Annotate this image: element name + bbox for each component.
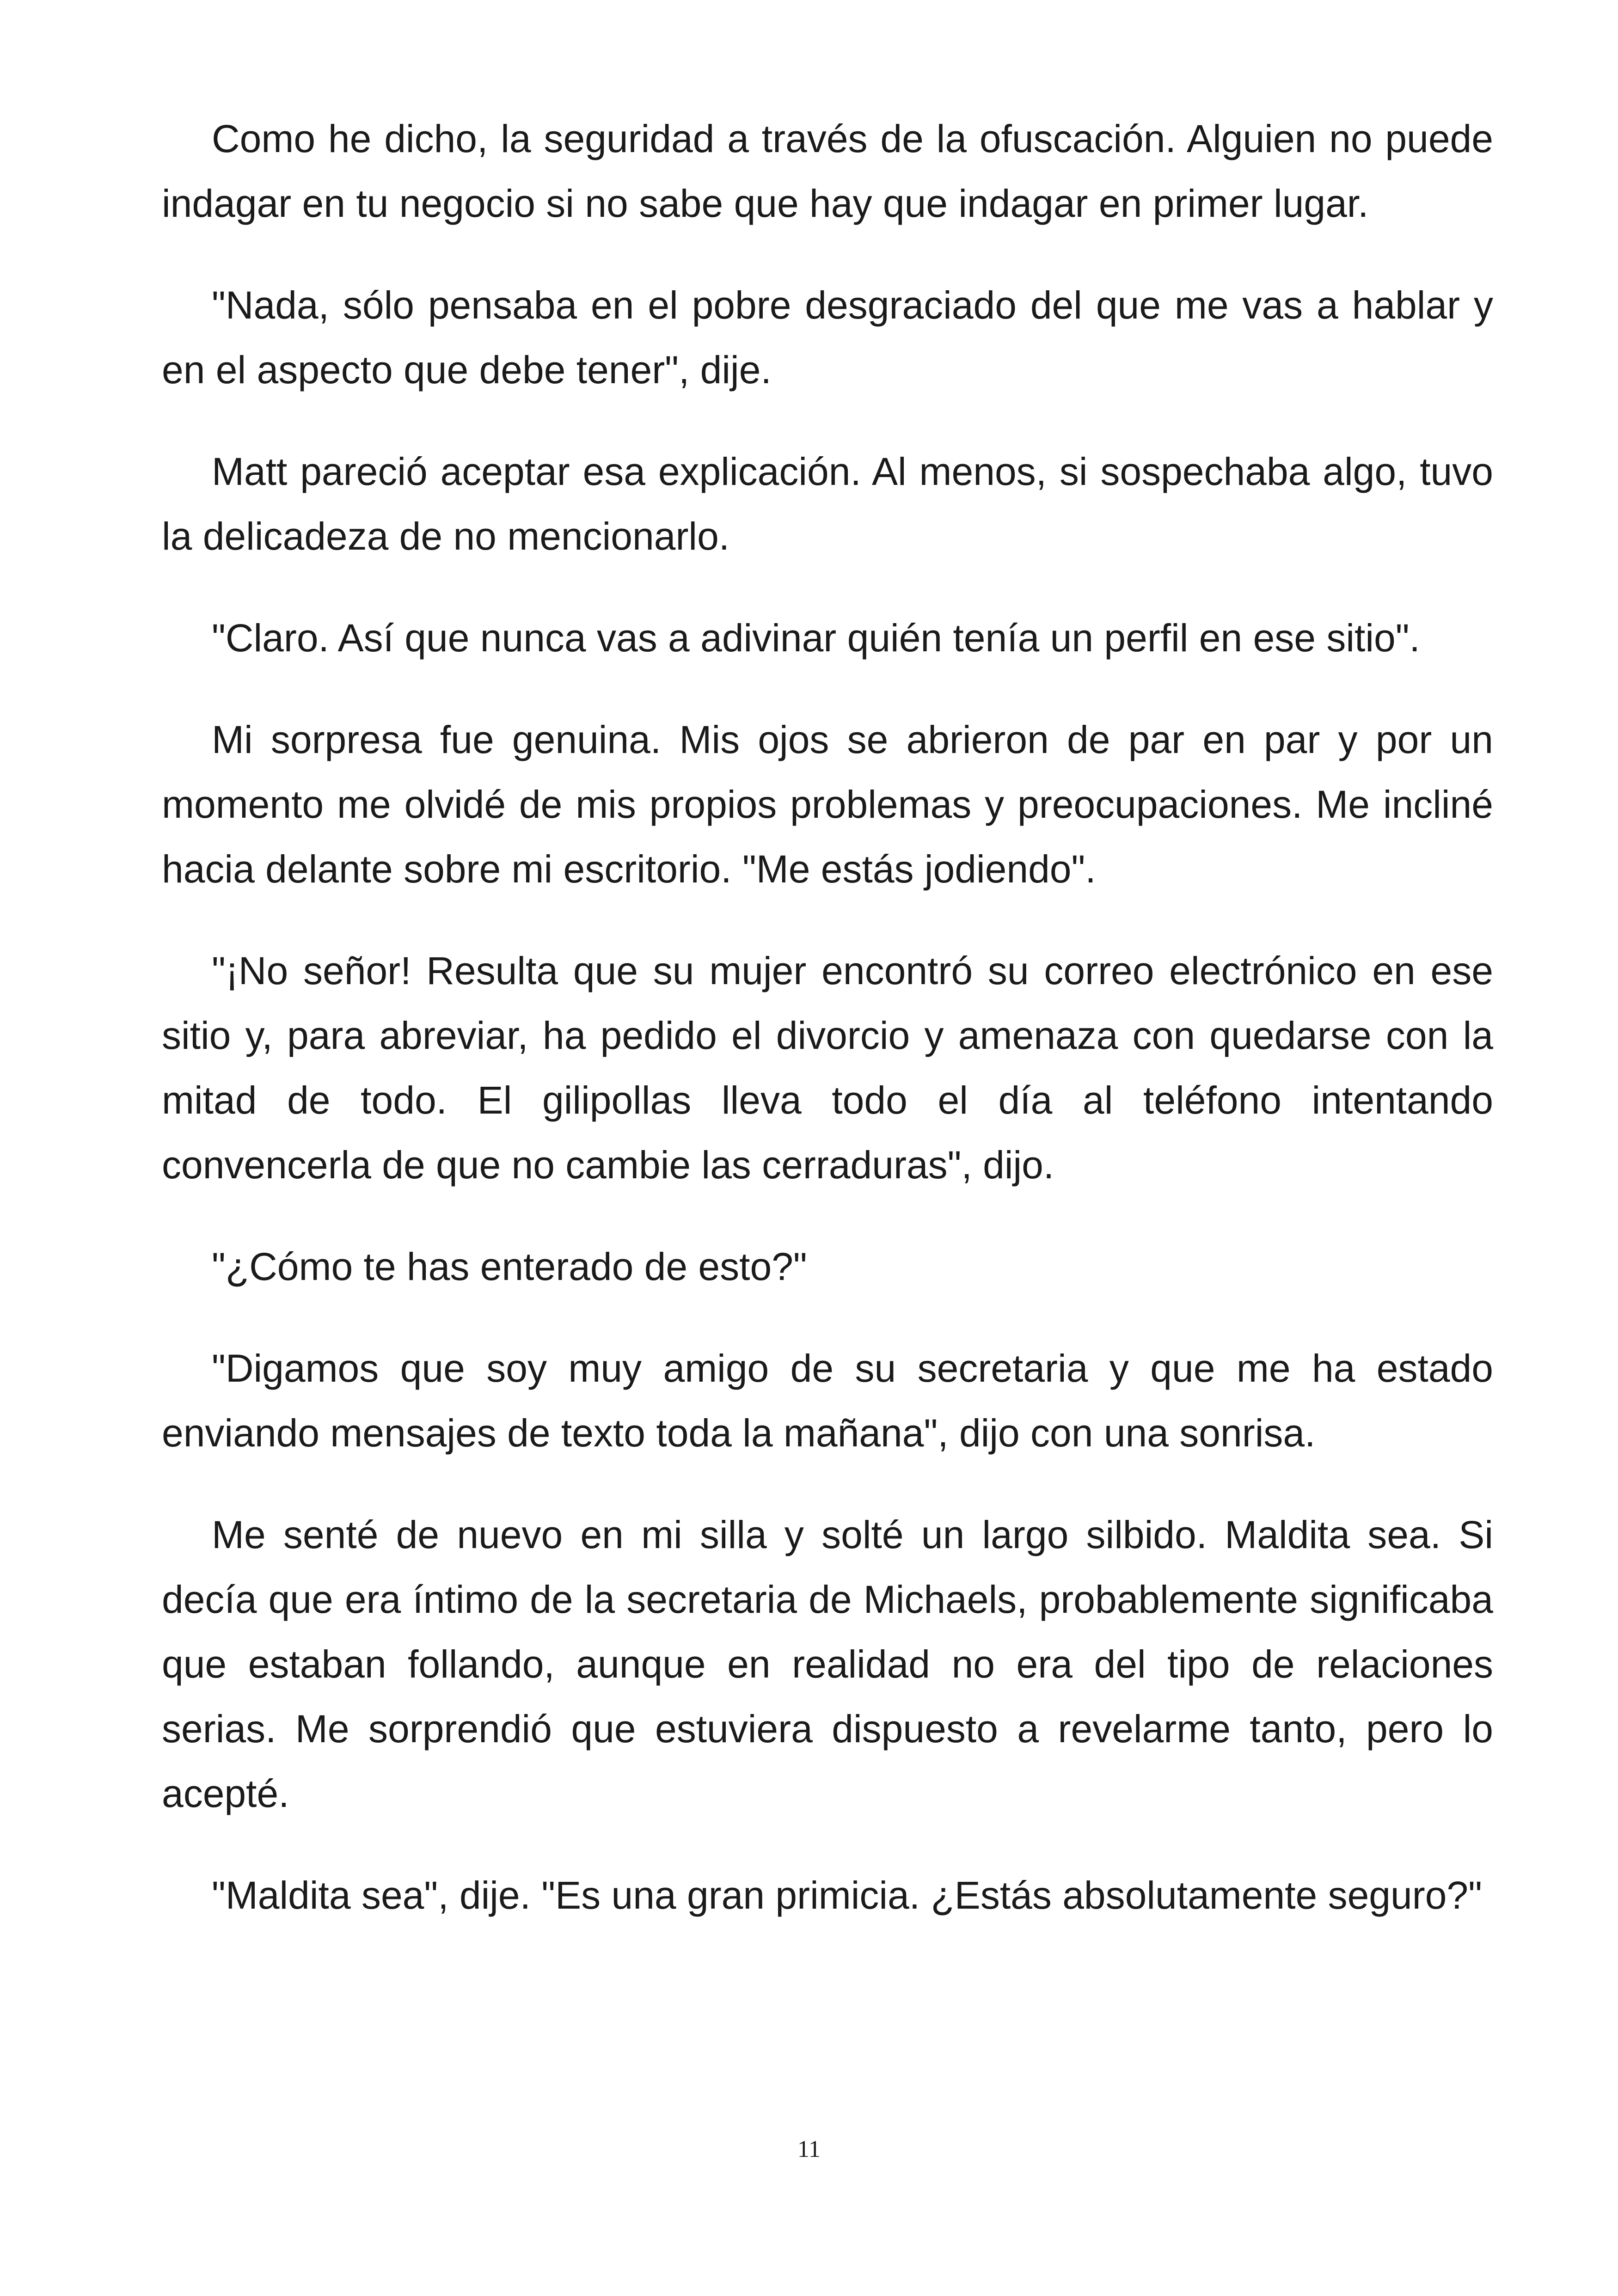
paragraph-7: "¿Cómo te has enterado de esto?" xyxy=(212,1245,807,1288)
paragraph-2: "Nada, sólo pensaba en el pobre desgraciado del que me vas a hablar y en el aspecto que debe tener", dije. xyxy=(162,283,1493,392)
paragraph-9: Me senté de nuevo en mi silla y solté un largo silbido. Maldita sea. Si decía que era íntimo de la secretaria de Michaels, probablemente significaba que estaban follando, aunque en realidad no era del tipo de relaciones serias. Me sorprendió que estuviera dispuesto a revelarme tanto, pero lo acepté. xyxy=(162,1513,1493,1815)
paragraph-10: "Maldita sea", dije. "Es una gran primicia. ¿Estás absolutamente seguro?" xyxy=(212,1874,1482,1917)
paragraph-4: "Claro. Así que nunca vas a adivinar quién tenía un perfil en ese sitio". xyxy=(212,616,1420,660)
paragraph-1: Como he dicho, la seguridad a través de la ofuscación. Alguien no puede indagar en tu negocio si no sabe que hay que indagar en primer lugar. xyxy=(162,117,1493,225)
paragraph-8: "Digamos que soy muy amigo de su secretaria y que me ha estado enviando mensajes de texto toda la mañana", dijo con una sonrisa. xyxy=(162,1347,1493,1455)
page-number: 11 xyxy=(797,2136,821,2162)
body-text xyxy=(162,106,1493,1965)
paragraph-5: Mi sorpresa fue genuina. Mis ojos se abrieron de par en par y por un momento me olvidé de mis propios problemas y preocupaciones. Me incliné hacia delante sobre mi escritorio. "Me estás jodiendo". xyxy=(162,718,1493,891)
paragraph-6: "¡No señor! Resulta que su mujer encontró su correo electrónico en ese sitio y, para abreviar, ha pedido el divorcio y amenaza con quedarse con la mitad de todo. El gilipollas lleva todo el día al teléfono intentando convencerla de que no cambie las cerraduras", dijo. xyxy=(162,949,1493,1187)
paragraph-3: Matt pareció aceptar esa explicación. Al menos, si sospechaba algo, tuvo la delicadeza de no mencionarlo. xyxy=(162,450,1493,558)
